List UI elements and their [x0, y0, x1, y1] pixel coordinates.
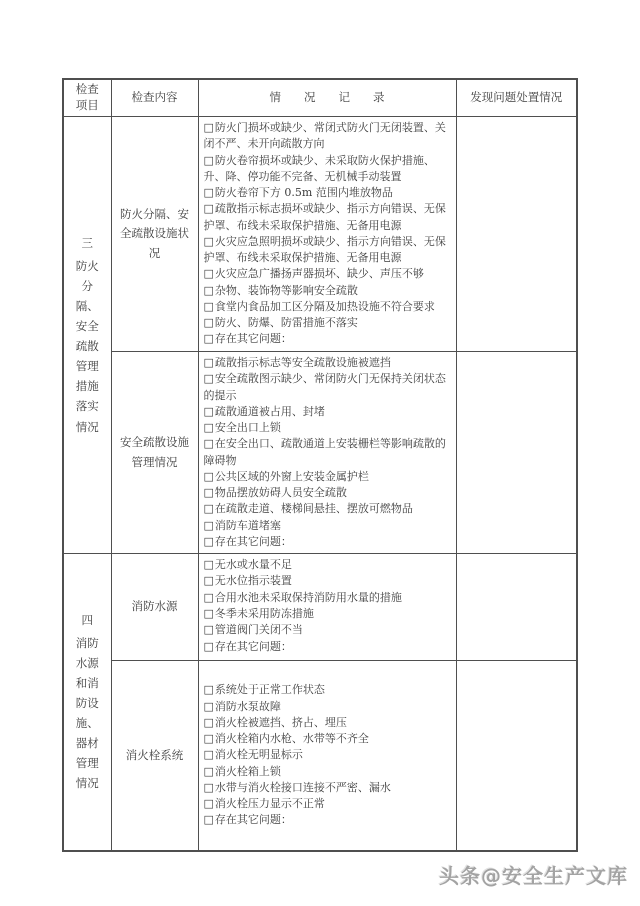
checklist-item	[204, 420, 454, 436]
checkbox-icon: □	[203, 469, 214, 483]
checklist-item	[204, 501, 454, 517]
table-row	[63, 352, 577, 554]
header-project: 检查项目	[63, 79, 111, 117]
checklist-item	[204, 796, 454, 812]
checklist-item-text: 疏散指示标志等安全疏散设施被遮挡	[214, 356, 391, 369]
checkbox-icon: □	[203, 534, 214, 548]
checkbox-icon: □	[203, 590, 214, 604]
project-label: 防火分隔、安全疏散管理措施落实情况	[75, 258, 99, 434]
checklist-item	[204, 747, 454, 763]
checklist-item	[204, 590, 454, 606]
checklist-item-text: 火灾应急照明损坏或缺少、指示方向错误、无保护罩、布线未采取保护措施、无备用电源	[203, 234, 446, 265]
checklist-item	[204, 469, 454, 485]
checklist-item	[204, 518, 454, 534]
project-number: 三	[81, 236, 93, 251]
checklist-item-text: 防火卷帘下方 0.5m 范围内堆放物品	[214, 186, 393, 200]
checklist-item-text: 消火栓压力显示不正常	[214, 797, 325, 811]
checklist-item-text: 疏散通道被占用、封堵	[214, 404, 325, 418]
checkbox-icon: □	[203, 202, 214, 216]
checklist-item	[204, 355, 454, 371]
action-cell	[456, 554, 577, 661]
checklist-item-text: 火灾应急广播扬声器损坏、缺少、声压不够	[214, 267, 424, 281]
content-cell-hydrant-system: 消火栓系统	[111, 661, 198, 851]
checkbox-icon: □	[203, 813, 214, 827]
checklist-item-text: 消防车道堵塞	[214, 518, 281, 532]
checklist-item	[204, 715, 454, 731]
checklist-item	[204, 299, 454, 315]
checklist-item-text: 存在其它问题：	[214, 639, 292, 653]
checkbox-icon: □	[203, 404, 214, 418]
checklist-item-text: 防火、防爆、防雷措施不落实	[214, 316, 358, 330]
header-action: 发现问题处置情况	[456, 79, 577, 117]
checklist-item-text: 安全疏散图示缺少、常闭防火门无保持关闭状态的提示	[203, 372, 446, 402]
checkbox-icon: □	[203, 732, 214, 746]
checkbox-icon: □	[203, 715, 214, 729]
checklist-item	[204, 283, 454, 299]
checkbox-icon: □	[203, 606, 214, 620]
checklist-item	[204, 534, 454, 550]
checkbox-icon: □	[203, 283, 214, 297]
content-cell-evacuation-management: 安全疏散设施管理情况	[111, 352, 198, 554]
action-cell	[456, 661, 577, 851]
checklist-item	[204, 764, 454, 780]
action-cell	[456, 352, 577, 554]
table-row	[63, 661, 577, 851]
checklist-item	[204, 573, 454, 589]
checkbox-icon: □	[203, 639, 214, 653]
checkbox-icon: □	[203, 780, 214, 794]
checklist-item	[204, 622, 454, 638]
checkbox-icon: □	[203, 421, 214, 435]
header-row	[63, 79, 577, 117]
checklist-item	[204, 371, 454, 404]
content-cell-fire-separation-status: 防火分隔、安全疏散设施状况	[111, 117, 198, 352]
checklist-item	[204, 699, 454, 715]
checklist-item	[204, 201, 454, 234]
checklist-item	[204, 436, 454, 469]
record-cell	[198, 554, 456, 661]
checkbox-icon: □	[203, 186, 214, 200]
checklist-item	[204, 682, 454, 698]
checklist-item-text: 消防水泵故障	[214, 699, 281, 713]
checklist-item-text: 在疏散走道、楼梯间悬挂、摆放可燃物品	[214, 502, 413, 516]
checklist-item-text: 杂物、装饰物等影响安全疏散	[214, 283, 358, 297]
checklist-item	[204, 153, 454, 186]
checkbox-icon: □	[203, 574, 214, 588]
checkbox-icon: □	[203, 299, 214, 313]
checkbox-icon: □	[203, 518, 214, 532]
watermark: 头条@安全生产文库	[439, 864, 628, 888]
checklist-item	[204, 404, 454, 420]
checklist-item-text: 无水或水量不足	[214, 558, 292, 572]
checklist-item-text: 物品摆放妨碍人员安全疏散	[214, 486, 347, 500]
checklist-item-text: 防火门损坏或缺少、常闭式防火门无闭装置、关闭不严、未开向疏散方向	[203, 121, 446, 151]
checklist-item	[204, 731, 454, 747]
checklist-item-text: 存在其它问题：	[214, 332, 292, 346]
checklist-item	[204, 120, 454, 153]
checkbox-icon: □	[203, 764, 214, 778]
checklist-item	[204, 485, 454, 501]
checklist-item-text: 消火栓无明显标示	[214, 748, 303, 762]
checkbox-icon: □	[203, 234, 214, 248]
checklist-item-text: 无水位指示装置	[214, 574, 292, 588]
checklist-item	[204, 266, 454, 282]
record-cell	[198, 661, 456, 851]
project-cell-fire-separation	[63, 117, 111, 554]
checklist-item-text: 冬季未采用防冻措施	[214, 606, 314, 620]
checklist-item	[204, 557, 454, 573]
action-cell	[456, 117, 577, 352]
checkbox-icon: □	[203, 683, 214, 697]
checklist-item-text: 存在其它问题：	[214, 534, 292, 548]
table-row	[63, 117, 577, 352]
checklist-item-text: 安全出口上锁	[214, 421, 281, 435]
checklist-item	[204, 780, 454, 796]
checklist-item-text: 疏散指示标志损坏或缺少、指示方向错误、无保护罩、布线未采取保护措施、无备用电源	[203, 202, 446, 232]
checkbox-icon: □	[203, 316, 214, 330]
checklist-item-text: 系统处于正常工作状态	[214, 683, 325, 697]
checklist-item	[204, 812, 454, 828]
checklist-item-text: 合用水池未采取保持消防用水量的措施	[214, 590, 402, 604]
inspection-table	[62, 78, 578, 852]
checklist-item-text: 管道阀门关闭不当	[214, 623, 303, 637]
checkbox-icon: □	[203, 332, 214, 346]
checkbox-icon: □	[203, 623, 214, 637]
checklist-item	[204, 185, 454, 201]
checkbox-icon: □	[203, 121, 214, 134]
checklist-item	[204, 315, 454, 331]
checkbox-icon: □	[203, 356, 214, 369]
checklist-item-text: 食堂内食品加工区分隔及加热设施不符合要求	[214, 299, 435, 313]
checklist-item-text: 存在其它问题：	[214, 813, 292, 827]
project-cell-water-supply	[63, 554, 111, 851]
header-content: 检查内容	[111, 79, 198, 117]
project-label: 消防水源和消防设施、器材管理情况	[75, 635, 99, 791]
checklist-item	[204, 234, 454, 267]
checklist-item	[204, 606, 454, 622]
checklist-item-text: 消火栓被遮挡、挤占、埋压	[214, 715, 347, 729]
checklist-item-text: 防火卷帘损坏或缺少、未采取防火保护措施、升、降、停功能不完备、无机械手动装置	[203, 153, 435, 183]
checklist-item-text: 公共区域的外窗上安装金属护栏	[214, 469, 369, 483]
checkbox-icon: □	[203, 558, 214, 572]
project-number: 四	[81, 613, 93, 628]
checkbox-icon: □	[203, 502, 214, 516]
checkbox-icon: □	[203, 153, 214, 167]
checklist-item-text: 消火栓箱内水枪、水带等不齐全	[214, 732, 369, 746]
checkbox-icon: □	[203, 486, 214, 500]
table-row	[63, 554, 577, 661]
checkbox-icon: □	[203, 372, 214, 386]
checkbox-icon: □	[203, 748, 214, 762]
record-cell	[198, 117, 456, 352]
checklist-item	[204, 331, 454, 347]
checklist-item	[204, 639, 454, 655]
header-record: 情 况 记 录	[198, 79, 456, 117]
checklist-item-text: 在安全出口、疏散通道上安装栅栏等影响疏散的障碍物	[203, 437, 446, 467]
checklist-item-text: 消火栓箱上锁	[214, 764, 281, 778]
record-cell	[198, 352, 456, 554]
checklist-item-text: 水带与消火栓接口连接不严密、漏水	[214, 780, 391, 794]
checkbox-icon: □	[203, 699, 214, 713]
checkbox-icon: □	[203, 267, 214, 281]
content-cell-fire-water-source: 消防水源	[111, 554, 198, 661]
checkbox-icon: □	[203, 437, 214, 451]
checkbox-icon: □	[203, 797, 214, 811]
